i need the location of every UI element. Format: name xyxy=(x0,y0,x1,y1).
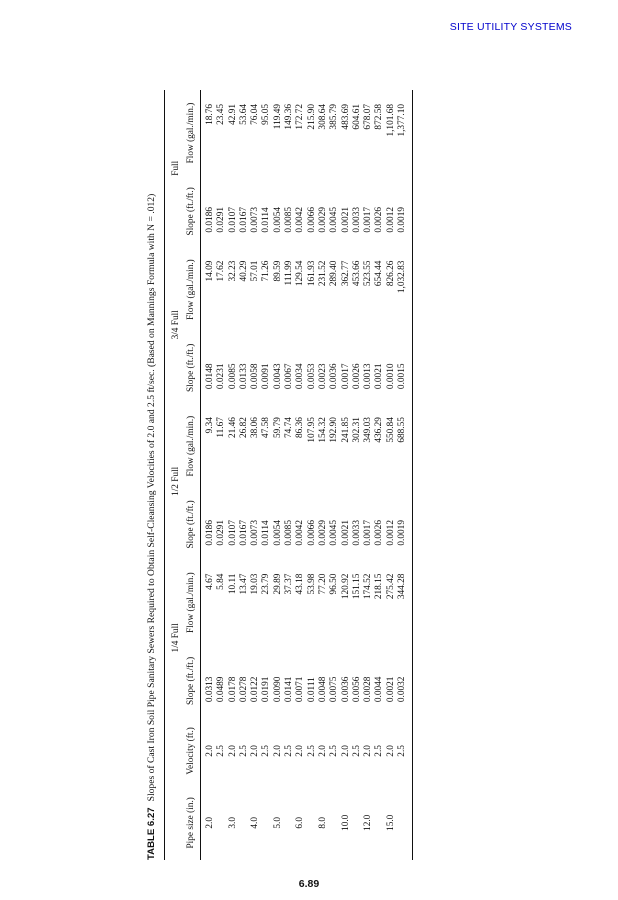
table-cell: 0.0489 xyxy=(216,676,227,703)
table-cell: 0.0028 xyxy=(363,676,374,703)
table-cell: 0.0019 xyxy=(397,489,413,560)
table-cell: 10.0 xyxy=(340,814,351,831)
table-cell: 0.0021 xyxy=(385,676,396,703)
page-number: 6.89 xyxy=(298,878,320,890)
table-cell: 0.0278 xyxy=(238,676,249,703)
table-cell: 42.91 xyxy=(227,104,238,125)
table-row xyxy=(284,90,295,860)
table-caption xyxy=(146,90,158,860)
table-cell: 0.0026 xyxy=(351,363,362,390)
rotated-table-block xyxy=(146,90,492,860)
table-number: TABLE 6.27 xyxy=(146,807,157,860)
table-cell: 0.0085 xyxy=(284,520,295,546)
table-cell xyxy=(352,786,363,860)
table-cell xyxy=(329,786,340,860)
table-cell: 174.52 xyxy=(363,573,374,600)
table-cell xyxy=(239,786,250,860)
table-row xyxy=(397,90,413,860)
running-head: SITE UTILITY SYSTEMS xyxy=(449,21,572,33)
table-cell: 14.09 xyxy=(205,260,215,282)
table-row xyxy=(295,90,306,860)
table-cell: 2.0 xyxy=(363,745,374,757)
table-cell: 2.0 xyxy=(205,817,215,829)
table-cell: 161.93 xyxy=(306,260,317,287)
table-body xyxy=(201,90,413,860)
table-cell: 0.0148 xyxy=(205,363,215,390)
table-cell: 154.32 xyxy=(317,417,328,443)
table-cell: 43.18 xyxy=(295,573,306,595)
group-header-full: Full xyxy=(165,90,184,247)
table-cell: 0.0048 xyxy=(317,676,328,703)
table-row xyxy=(216,90,227,860)
table-cell: 40.29 xyxy=(238,260,249,282)
table-cell xyxy=(374,786,385,860)
table-cell: 192.90 xyxy=(329,417,340,443)
table-cell: 0.0067 xyxy=(284,363,295,390)
table-cell: 129.54 xyxy=(295,260,306,287)
table-cell: 119.49 xyxy=(272,104,283,130)
table-cell: 0.0114 xyxy=(261,207,272,233)
table-row xyxy=(228,90,239,860)
table-cell: 2.0 xyxy=(340,745,351,757)
table-cell: 2.5 xyxy=(216,745,227,757)
column-header: Slope (ft./ft.) xyxy=(183,176,201,247)
table-cell: 37.37 xyxy=(284,573,295,595)
table-cell: 2.0 xyxy=(317,745,328,757)
table-cell: 483.69 xyxy=(340,104,351,130)
table-cell: 0.0291 xyxy=(216,206,227,233)
column-header: Slope (ft./ft.) xyxy=(183,489,201,560)
table-row xyxy=(201,90,217,860)
table-cell: 2.5 xyxy=(374,745,385,757)
table-row xyxy=(273,90,284,860)
table-cell xyxy=(397,786,413,860)
table-cell: 0.0141 xyxy=(284,676,295,703)
table-cell: 0.0167 xyxy=(238,520,249,546)
table-caption-text: Slopes of Cast Iron Soil Pipe Sanitary Sewers Required to Obtain Self-Cleansing Velocities of 2.0 and 2.5 ft/sec. (Based on Mannings Formula with N = .012) xyxy=(146,193,157,802)
table-cell: 826.26 xyxy=(385,260,396,287)
table-cell: 0.0071 xyxy=(295,676,306,703)
table-row xyxy=(239,90,250,860)
table-cell: 53.64 xyxy=(238,104,249,125)
table-cell: 0.0036 xyxy=(329,363,340,390)
table-cell: 0.0017 xyxy=(340,363,351,390)
table-cell: 0.0021 xyxy=(340,520,351,546)
table-cell: 0.0091 xyxy=(261,363,272,390)
table-cell: 0.0107 xyxy=(227,206,238,233)
table-cell xyxy=(307,786,318,860)
table-cell: 71.26 xyxy=(261,260,272,282)
table-cell: 151.15 xyxy=(351,573,362,600)
table-cell: 308.64 xyxy=(317,104,328,130)
table-cell: 0.0167 xyxy=(238,206,249,233)
table-cell: 0.0075 xyxy=(329,676,340,703)
table-cell: 604.61 xyxy=(351,104,362,130)
table-cell: 0.0313 xyxy=(205,676,215,703)
table-cell: 0.0054 xyxy=(272,206,283,233)
table-cell: 0.0073 xyxy=(250,206,261,233)
column-header-row xyxy=(183,90,201,860)
table-cell: 8.0 xyxy=(317,817,328,829)
table-cell: 18.76 xyxy=(205,104,215,125)
group-header-half-full: 1/2 Full xyxy=(165,403,184,560)
table-cell: 523.55 xyxy=(363,260,374,287)
table-cell: 23.79 xyxy=(261,573,272,595)
table-cell: 0.0017 xyxy=(363,206,374,233)
table-cell: 149.36 xyxy=(284,104,295,130)
table-cell: 0.0015 xyxy=(397,333,413,404)
table-cell: 0.0032 xyxy=(397,646,413,717)
table-row xyxy=(318,90,329,860)
table-cell: 11.67 xyxy=(216,417,227,438)
table-cell: 2.0 xyxy=(295,745,306,757)
table-cell: 344.28 xyxy=(397,560,413,646)
table-cell: 2.5 xyxy=(397,716,413,786)
table-cell: 1,032.83 xyxy=(397,247,413,333)
table-row xyxy=(363,90,374,860)
table-cell: 0.0122 xyxy=(250,676,261,703)
table-cell: 678.07 xyxy=(363,104,374,130)
table-row xyxy=(307,90,318,860)
column-header: Slope (ft./ft.) xyxy=(183,646,201,717)
table-cell: 0.0021 xyxy=(374,363,385,390)
table-cell: 0.0010 xyxy=(385,363,396,390)
table-cell: 2.5 xyxy=(306,745,317,757)
table-cell: 38.06 xyxy=(250,417,261,438)
table-cell: 0.0033 xyxy=(351,520,362,546)
table-cell: 76.04 xyxy=(250,104,261,125)
table-cell: 111.99 xyxy=(284,260,295,286)
group-header-row xyxy=(165,90,184,860)
table-cell: 74.74 xyxy=(284,417,295,438)
table-cell: 23.45 xyxy=(216,104,227,125)
table-row xyxy=(329,90,340,860)
column-header: Flow (gal./min.) xyxy=(183,560,201,646)
table-cell: 302.31 xyxy=(351,417,362,443)
table-cell: 5.84 xyxy=(216,573,227,590)
table-cell: 3.0 xyxy=(227,817,238,829)
table-cell: 19.03 xyxy=(250,573,261,595)
table-row xyxy=(352,90,363,860)
table-cell: 0.0107 xyxy=(227,520,238,546)
table-cell: 5.0 xyxy=(272,817,283,829)
table-cell: 218.15 xyxy=(374,573,385,600)
table-cell: 0.0186 xyxy=(205,206,215,233)
table-cell: 241.85 xyxy=(340,417,351,443)
table-cell: 362.77 xyxy=(340,260,351,287)
table-cell: 2.0 xyxy=(272,745,283,757)
table-cell: 0.0026 xyxy=(374,206,385,233)
table-cell: 0.0054 xyxy=(272,520,283,546)
group-header-quarter-full: 1/4 Full xyxy=(165,560,184,717)
table-cell: 0.0013 xyxy=(363,363,374,390)
table-cell: 0.0291 xyxy=(216,520,227,546)
table-cell: 9.34 xyxy=(205,417,215,434)
table-cell: 0.0066 xyxy=(306,520,317,546)
table-cell: 0.0111 xyxy=(306,677,317,703)
table-cell: 0.0045 xyxy=(329,206,340,233)
table-cell: 0.0023 xyxy=(317,363,328,390)
table-cell: 0.0044 xyxy=(374,676,385,703)
table-cell: 0.0042 xyxy=(295,206,306,233)
table-cell: 289.40 xyxy=(329,260,340,287)
table-cell: 0.0012 xyxy=(385,520,396,546)
table-cell: 107.95 xyxy=(306,417,317,443)
table-cell xyxy=(284,786,295,860)
table-cell: 0.0029 xyxy=(317,206,328,233)
table-cell: 29.89 xyxy=(272,573,283,595)
table-row xyxy=(386,90,397,860)
table-cell: 0.0231 xyxy=(216,363,227,390)
table-cell: 1,377.10 xyxy=(397,90,413,176)
table-cell: 0.0090 xyxy=(272,676,283,703)
table-cell: 436.29 xyxy=(374,417,385,443)
table-row xyxy=(250,90,261,860)
table-cell: 0.0029 xyxy=(317,520,328,546)
table-cell: 95.05 xyxy=(261,104,272,125)
table-cell: 26.82 xyxy=(238,417,249,438)
table-cell: 2.0 xyxy=(205,745,215,757)
table-cell: 2.0 xyxy=(385,745,396,757)
table-cell: 89.59 xyxy=(272,260,283,282)
table-cell: 120.92 xyxy=(340,573,351,600)
table-cell: 32.23 xyxy=(227,260,238,282)
column-header: Pipe size (in.) xyxy=(183,786,201,860)
group-header-empty xyxy=(165,716,184,860)
table-cell: 47.58 xyxy=(261,417,272,438)
table-row xyxy=(261,90,272,860)
table-cell xyxy=(216,786,227,860)
group-header-three-quarter-full: 3/4 Full xyxy=(165,247,184,404)
table-cell: 0.0058 xyxy=(250,363,261,390)
table-cell: 0.0033 xyxy=(351,206,362,233)
table-row xyxy=(341,90,352,860)
table-row xyxy=(374,90,385,860)
table-cell: 2.5 xyxy=(284,745,295,757)
sewer-slopes-table xyxy=(164,90,413,860)
table-cell: 0.0021 xyxy=(340,206,351,233)
table-cell: 0.0178 xyxy=(227,676,238,703)
table-cell: 12.0 xyxy=(363,814,374,831)
table-cell: 86.36 xyxy=(295,417,306,438)
table-cell: 231.52 xyxy=(317,260,328,287)
table-cell: 2.5 xyxy=(351,745,362,757)
table-cell: 0.0056 xyxy=(351,676,362,703)
table-cell: 0.0034 xyxy=(295,363,306,390)
table-cell: 2.5 xyxy=(238,745,249,757)
table-cell: 0.0085 xyxy=(227,363,238,390)
table-cell: 0.0114 xyxy=(261,520,272,546)
table-cell: 59.79 xyxy=(272,417,283,438)
column-header: Flow (gal./min.) xyxy=(183,403,201,489)
column-header: Velocity (ft.) xyxy=(183,716,201,786)
table-cell: 2.0 xyxy=(227,745,238,757)
column-header: Flow (gal./min.) xyxy=(183,247,201,333)
table-cell: 872.58 xyxy=(374,104,385,130)
table-cell: 0.0053 xyxy=(306,363,317,390)
table-cell: 2.5 xyxy=(261,745,272,757)
table-cell: 0.0042 xyxy=(295,520,306,546)
table-cell: 0.0085 xyxy=(284,206,295,233)
table-cell: 654.44 xyxy=(374,260,385,287)
table-cell: 13.47 xyxy=(238,573,249,595)
table-cell: 688.55 xyxy=(397,403,413,489)
table-cell: 275.42 xyxy=(385,573,396,600)
table-cell: 453.66 xyxy=(351,260,362,287)
table-cell: 4.67 xyxy=(205,573,215,590)
table-cell: 0.0036 xyxy=(340,676,351,703)
table-cell: 0.0186 xyxy=(205,520,215,546)
table-cell xyxy=(261,786,272,860)
table-cell: 2.0 xyxy=(250,745,261,757)
table-cell: 6.0 xyxy=(295,817,306,829)
table-cell: 1,101.68 xyxy=(385,104,396,137)
table-cell: 0.0066 xyxy=(306,206,317,233)
table-cell: 21.46 xyxy=(227,417,238,438)
table-cell: 2.5 xyxy=(329,745,340,757)
table-cell: 172.72 xyxy=(295,104,306,130)
table-cell: 10.11 xyxy=(227,573,238,595)
table-cell: 96.50 xyxy=(329,573,340,595)
table-cell: 57.01 xyxy=(250,260,261,282)
column-header: Flow (gal./min.) xyxy=(183,90,201,176)
table-cell: 0.0017 xyxy=(363,520,374,546)
table-cell: 0.0045 xyxy=(329,520,340,546)
table-cell: 17.62 xyxy=(216,260,227,282)
table-cell: 349.03 xyxy=(363,417,374,443)
table-cell: 15.0 xyxy=(385,814,396,831)
table-cell: 385.79 xyxy=(329,104,340,130)
table-cell: 0.0133 xyxy=(238,363,249,390)
table-cell: 0.0019 xyxy=(397,176,413,247)
table-cell: 0.0073 xyxy=(250,520,261,546)
table-cell: 0.0191 xyxy=(261,676,272,703)
column-header: Slope (ft./ft.) xyxy=(183,333,201,404)
table-cell: 53.98 xyxy=(306,573,317,595)
table-cell: 4.0 xyxy=(250,817,261,829)
table-cell: 0.0043 xyxy=(272,363,283,390)
table-cell: 0.0012 xyxy=(385,206,396,233)
table-cell: 550.84 xyxy=(385,417,396,443)
table-cell: 77.20 xyxy=(317,573,328,595)
table-cell: 0.0026 xyxy=(374,520,385,546)
table-cell: 215.90 xyxy=(306,104,317,130)
